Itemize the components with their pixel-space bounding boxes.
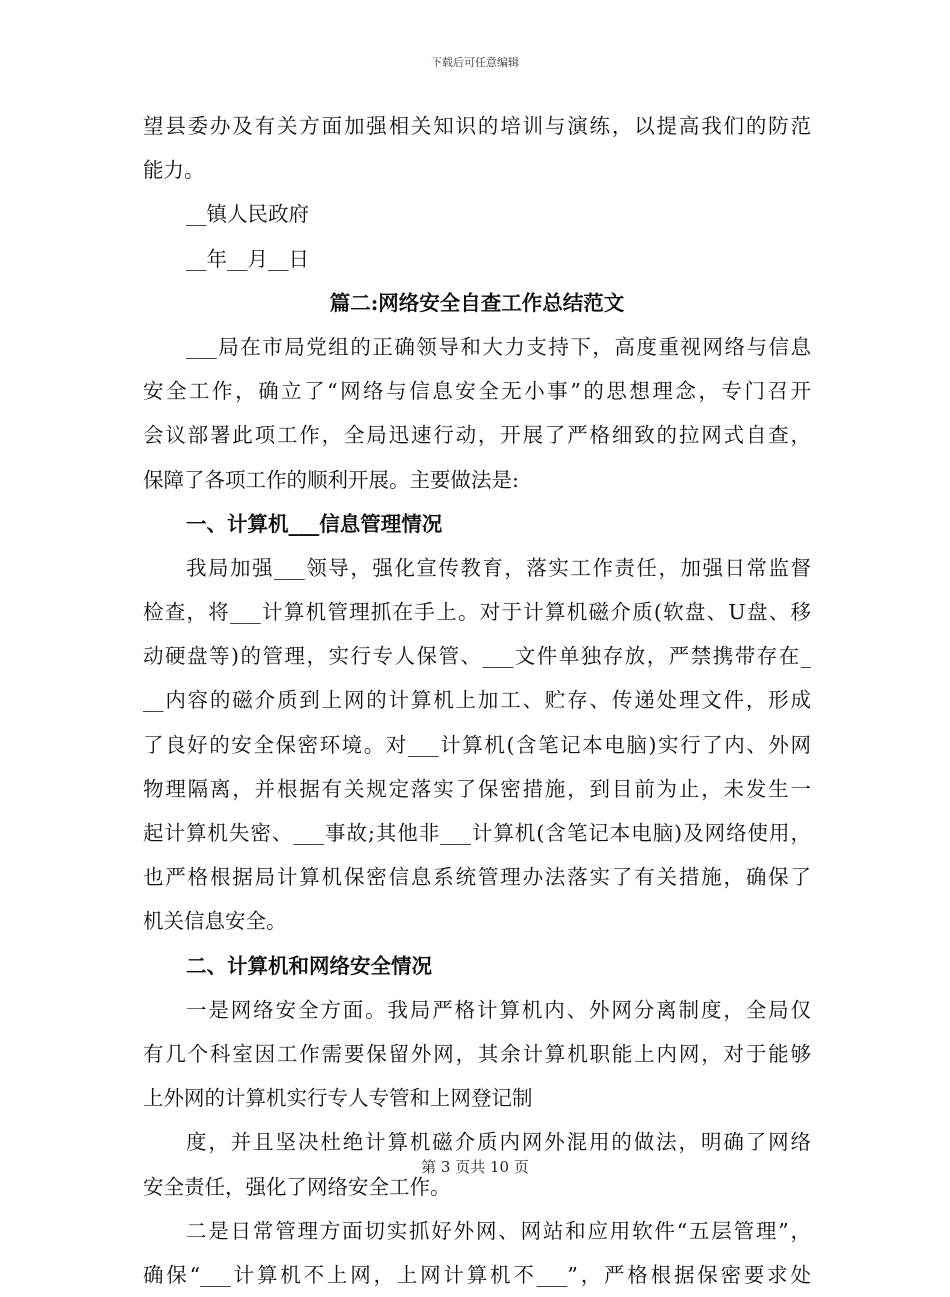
text-line: 也严格根据局计算机保密信息系统管理办法落实了有关措施，确保了 <box>143 865 811 890</box>
page-header: 下载后可任意编辑 <box>431 56 519 69</box>
text-line: 一是网络安全方面。我局严格计算机内、外网分离制度，全局仅 <box>186 997 811 1022</box>
text-line: 望县委办及有关方面加强相关知识的培训与演练，以提高我们的防范 <box>143 114 811 138</box>
text-line: 起计算机失密、___事故;其他非___计算机(含笔记本电脑)及网络使用， <box>143 821 811 845</box>
text-line: 确保“___计算机不上网，上网计算机不___”，严格根据保密要求处 <box>143 1262 811 1287</box>
text-line: 安全工作，确立了“网络与信息安全无小事”的思想理念，专门召开 <box>143 379 811 404</box>
text-line: 物理隔离，并根据有关规定落实了保密措施，到目前为止，未发生一 <box>143 776 811 801</box>
text-line: 会议部署此项工作，全局迅速行动，开展了严格细致的拉网式自查， <box>143 423 811 448</box>
text-line: 安全责任，强化了网络安全工作。 <box>143 1174 451 1199</box>
section-title: 篇二:网络安全自查工作总结范文 <box>329 290 625 315</box>
text-line: 二是日常管理方面切实抓好外网、网站和应用软件“五层管理”， <box>186 1218 811 1243</box>
text-line: __镇人民政府 <box>186 202 309 227</box>
page-footer: 第 3 页共 10 页 <box>421 1158 529 1176</box>
text-line: __年__月__日 <box>186 246 309 271</box>
section-heading: 二、计算机和网络安全情况 <box>186 953 432 978</box>
text-line: 我局加强___领导，强化宣传教育，落实工作责任，加强日常监督 <box>186 555 811 580</box>
text-line: ___局在市局党组的正确领导和大力支持下，高度重视网络与信息 <box>186 334 811 359</box>
text-line: 动硬盘等)的管理，实行专人保管、___文件单独存放，严禁携带存在_ <box>143 644 811 669</box>
text-line: 有几个科室因工作需要保留外网，其余计算机职能上内网，对于能够 <box>143 1041 811 1066</box>
text-line: 度，并且坚决杜绝计算机磁介质内网外混用的做法，明确了网络 <box>186 1130 811 1155</box>
text-line: 上外网的计算机实行专人专管和上网登记制 <box>143 1086 533 1111</box>
text-line: 了良好的安全保密环境。对___计算机(含笔记本电脑)实行了内、外网 <box>143 732 811 757</box>
text-line: 机关信息安全。 <box>143 909 287 934</box>
document-body <box>143 104 811 1297</box>
text-line: __内容的磁介质到上网的计算机上加工、贮存、传递处理文件，形成 <box>143 688 811 713</box>
text-line: 能力。 <box>143 158 205 183</box>
section-heading: 一、计算机___信息管理情况 <box>186 511 443 536</box>
text-line: 保障了各项工作的顺利开展。主要做法是: <box>143 467 519 492</box>
text-line: 检查，将___计算机管理抓在手上。对于计算机磁介质(软盘、U盘、移 <box>143 600 811 625</box>
